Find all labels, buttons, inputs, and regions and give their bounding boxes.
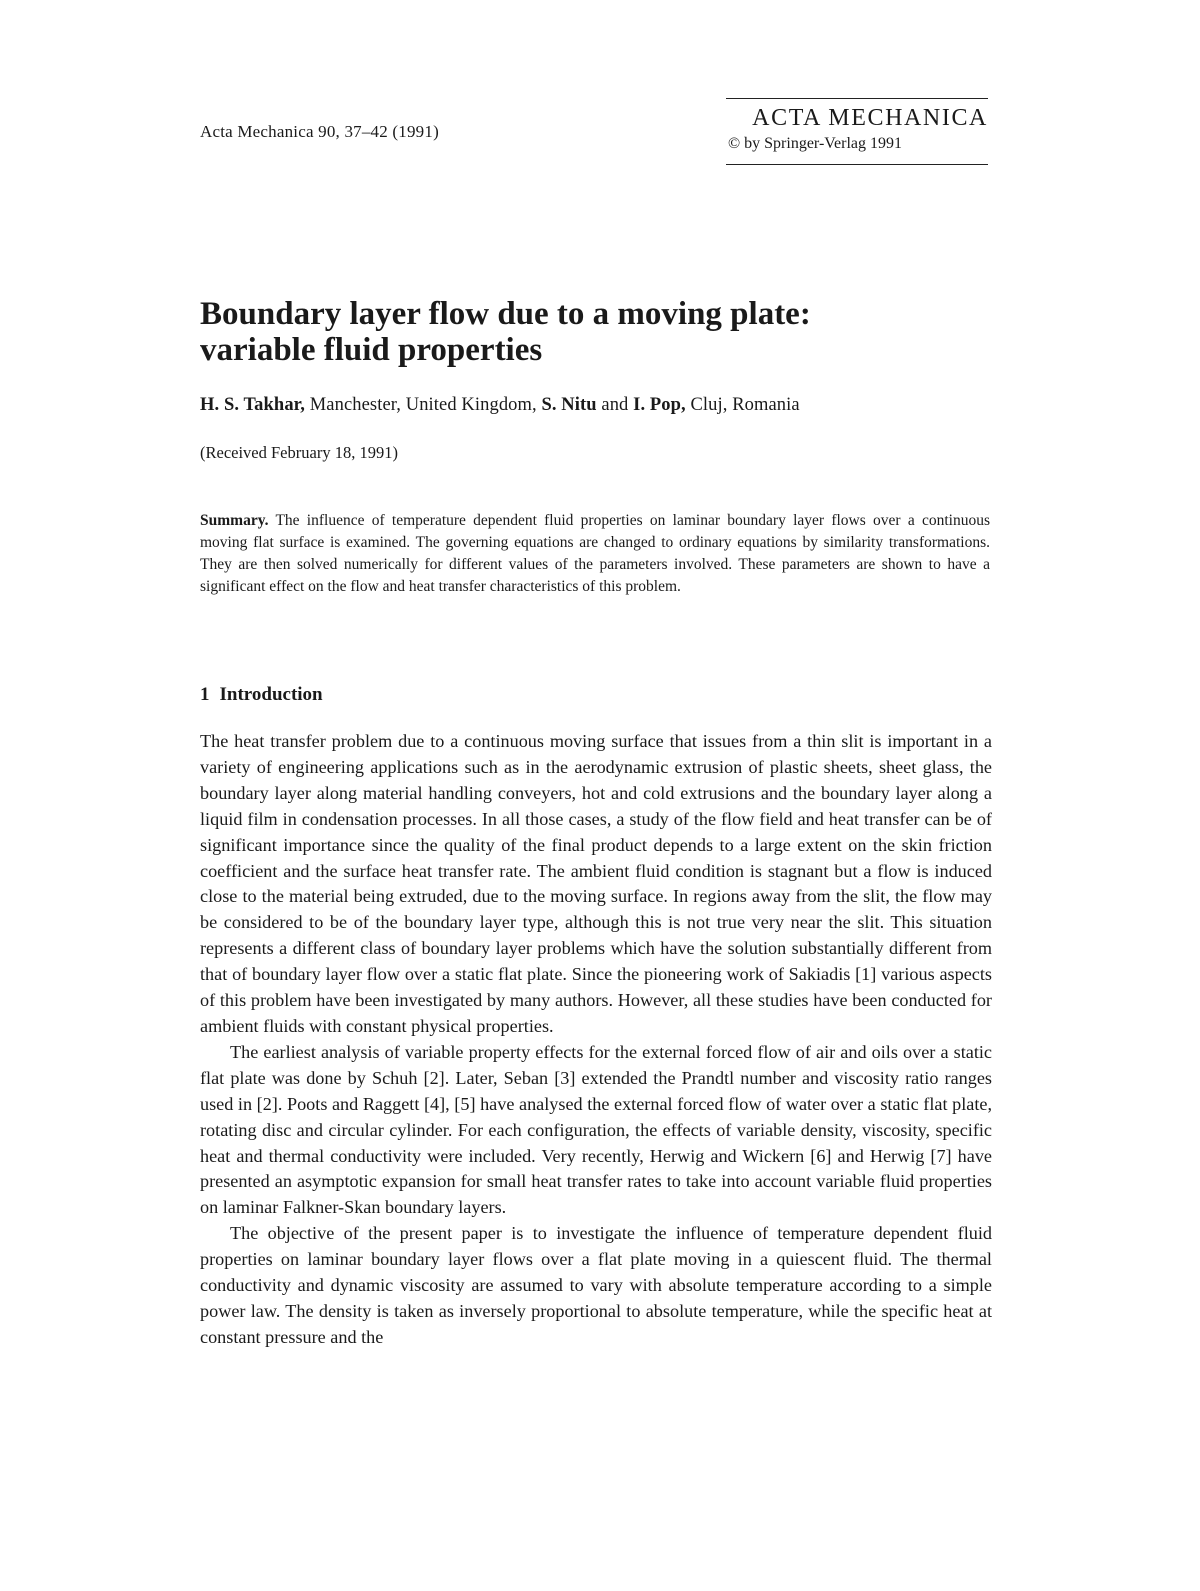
- summary-lead: Summary.: [200, 512, 269, 529]
- masthead-top-rule: [726, 98, 988, 99]
- section-number: 1: [200, 684, 210, 705]
- section-heading-introduction: [200, 684, 323, 706]
- title-line-1: Boundary layer flow due to a moving plate:: [200, 296, 811, 332]
- author-3-name: I. Pop,: [633, 395, 686, 415]
- title-line-2: variable fluid properties: [200, 332, 543, 368]
- introduction-body: [200, 729, 992, 1351]
- article-title: [200, 296, 1000, 368]
- received-date: (Received February 18, 1991): [200, 443, 398, 462]
- author-conjunction: and: [596, 395, 634, 415]
- paragraph-1: The heat transfer problem due to a continuous moving surface that issues from a thin slit is important in a variety of engineering applications such as in the aerodynamic extrusion of plastic sheets, sheet glass, the boundary layer along material handling conveyers, hot and cold extrusions and the boundary layer along a liquid film in condensation processes. In all those cases, a study of the flow field and heat transfer can be of significant importance since the quality of the final product depends to a large extent on the skin friction coefficient and the surface heat transfer rate. The ambient fluid condition is stagnant but a flow is induced close to the material being extruded, due to the moving surface. In regions away from the slit, the flow may be considered to be of the boundary layer type, although this is not true very near the slit. This situation represents a different class of boundary layer problems which have the solution substantially different from that of boundary layer flow over a static flat plate. Since the pioneering work of Sakiadis [1] various aspects of this problem have been investigated by many authors. However, all these studies have been conducted for ambient fluids with constant physical properties.: [200, 731, 992, 1036]
- author-2-name: S. Nitu: [541, 395, 597, 415]
- author-line: [200, 395, 800, 416]
- summary-abstract: [200, 510, 990, 598]
- copyright-line: © by Springer-Verlag 1991: [728, 135, 903, 152]
- section-title: Introduction: [219, 684, 323, 705]
- author-3-affiliation: Cluj, Romania: [685, 395, 800, 415]
- journal-masthead: [726, 98, 988, 165]
- author-1-name: H. S. Takhar,: [200, 395, 306, 415]
- summary-text: The influence of temperature dependent fluid properties on laminar boundary layer flows over a continuous moving flat surface is examined. The governing equations are changed to ordinary equations by similarity transformations. They are then solved numerically for different values of the parameters involved. These parameters are shown to have a significant effect on the flow and heat transfer characteristics of this problem.: [200, 512, 990, 595]
- author-1-affiliation: Manchester, United Kingdom,: [305, 395, 542, 415]
- journal-name: ACTA MECHANICA: [752, 105, 988, 131]
- journal-reference: Acta Mechanica 90, 37–42 (1991): [200, 122, 439, 141]
- masthead-bottom-rule: [726, 164, 988, 165]
- paragraph-2: The earliest analysis of variable property effects for the external forced flow of air and oils over a static flat plate was done by Schuh [2]. Later, Seban [3] extended the Prandtl number and viscosity ratio ranges used in [2]. Poots and Raggett [4], [5] have analysed the external forced flow of water over a static flat plate, rotating disc and circular cylinder. For each configuration, the effects of variable density, viscosity, specific heat and thermal conductivity were included. Very recently, Herwig and Wickern [6] and Herwig [7] have presented an asymptotic expansion for small heat transfer rates to take into account variable fluid properties on laminar Falkner-Skan boundary layers.: [200, 1041, 992, 1218]
- paragraph-3: The objective of the present paper is to investigate the influence of temperature dependent fluid properties on laminar boundary layer flows over a flat plate moving in a quiescent fluid. The thermal conductivity and dynamic viscosity are assumed to vary with absolute temperature according to a simple power law. The density is taken as inversely proportional to absolute temperature, while the specific heat at constant pressure and the: [200, 1223, 992, 1347]
